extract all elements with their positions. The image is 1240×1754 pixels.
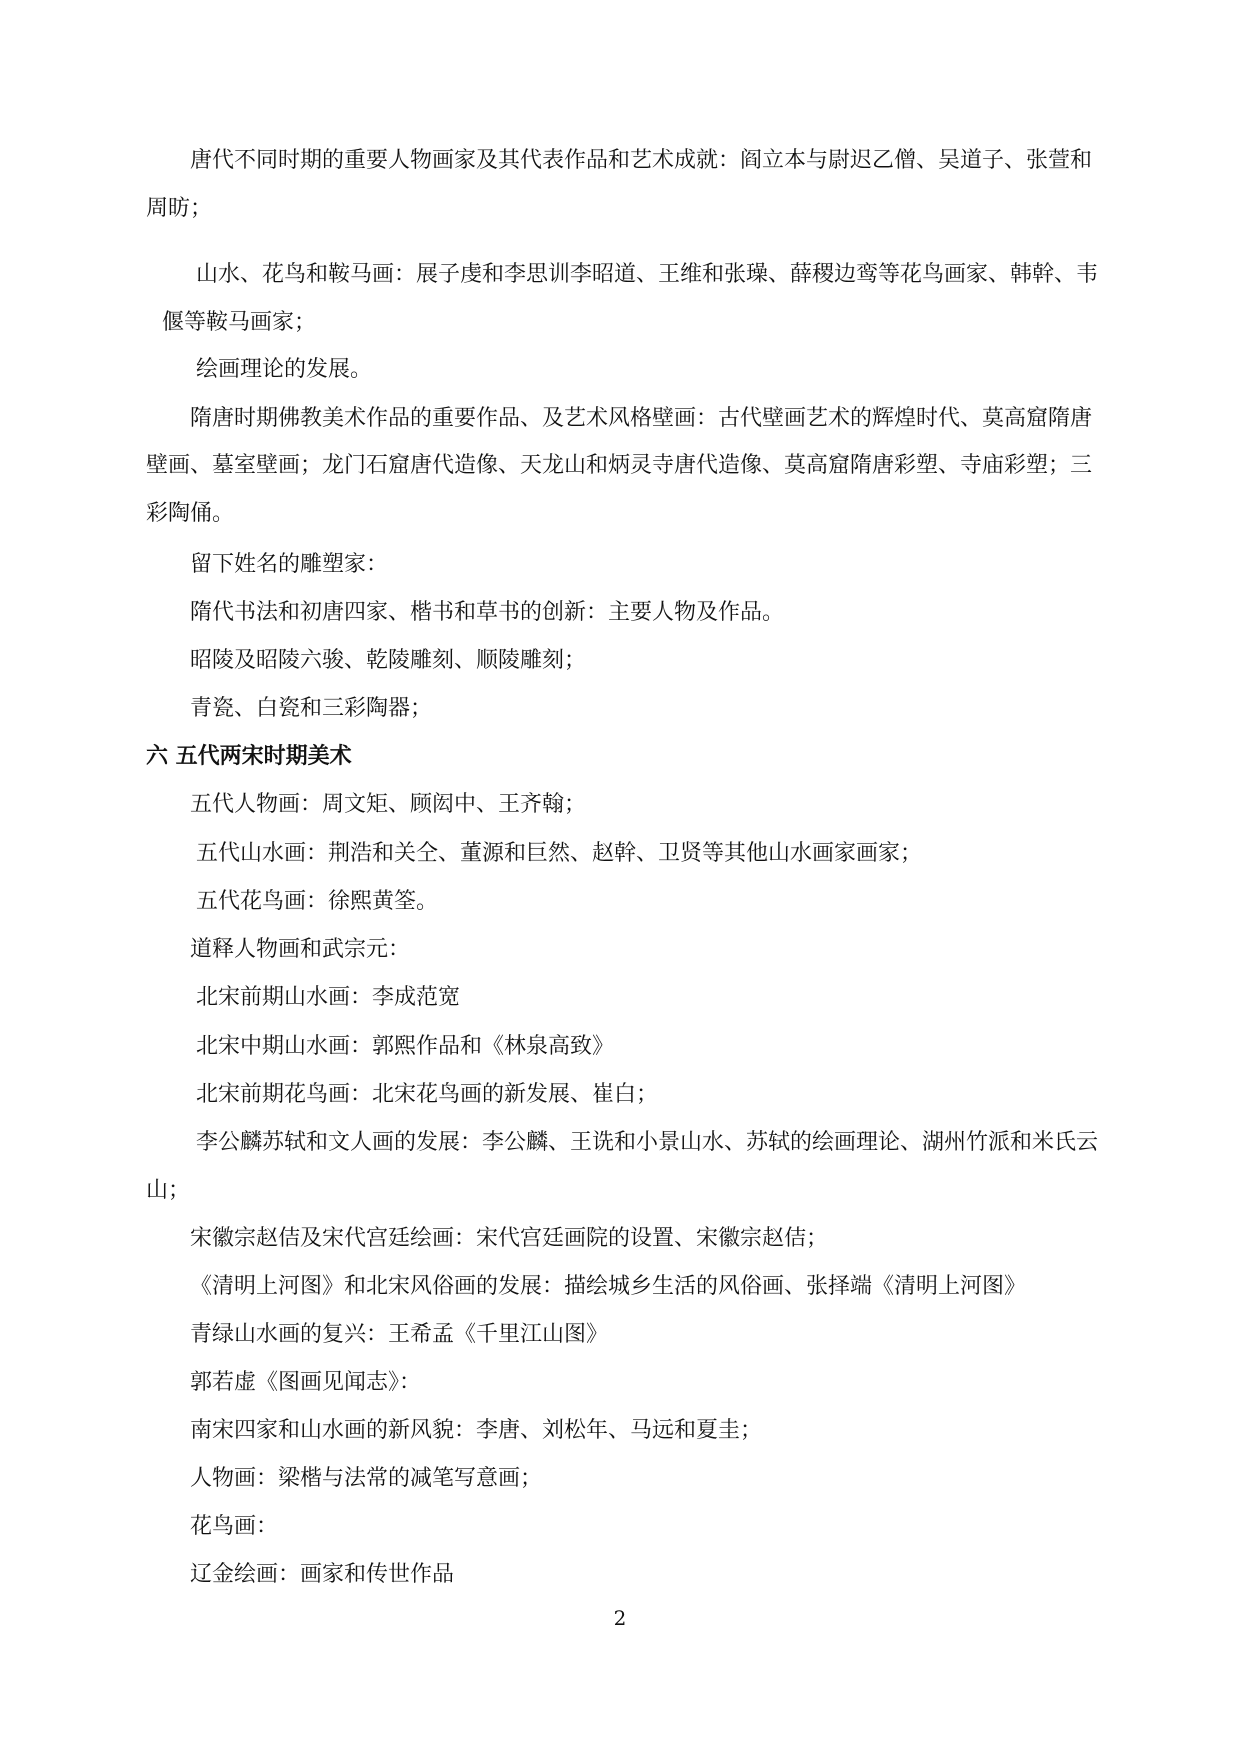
text-line: 绘画理论的发展。 (196, 357, 373, 382)
text-line: 青瓷、白瓷和三彩陶器； (190, 696, 433, 721)
text-line: 五代花鸟画：徐熙黄筌。 (196, 889, 439, 914)
page-number: 2 (613, 1606, 627, 1630)
text-line: 青绿山水画的复兴：王希孟《千里江山图》 (190, 1322, 609, 1347)
text-line: 隋唐时期佛教美术作品的重要作品、及艺术风格壁画：古代壁画艺术的辉煌时代、莫高窟隋唐 (190, 406, 1093, 431)
text-line: 南宋四家和山水画的新风貌：李唐、刘松年、马远和夏圭； (190, 1418, 763, 1443)
text-line: 李公麟苏轼和文人画的发展：李公麟、王诜和小景山水、苏轼的绘画理论、湖州竹派和米氏云 (196, 1130, 1099, 1155)
text-line: 北宋前期花鸟画：北宋花鸟画的新发展、崔白； (196, 1082, 659, 1107)
text-line: 偃等鞍马画家； (162, 310, 317, 335)
text-line: 道释人物画和武宗元： (190, 937, 411, 962)
text-line: 留下姓名的雕塑家： (190, 552, 389, 577)
text-line: 北宋前期山水画：李成范宽 (196, 985, 461, 1010)
text-line: 山； (146, 1178, 191, 1203)
text-line: 山水、花鸟和鞍马画：展子虔和李思训李昭道、王维和张璪、薛稷边鸾等花鸟画家、韩幹、韦 (196, 262, 1099, 287)
text-line: 唐代不同时期的重要人物画家及其代表作品和艺术成就：阎立本与尉迟乙僧、吴道子、张萱和 (190, 148, 1093, 173)
text-line: 辽金绘画：画家和传世作品 (190, 1562, 455, 1587)
text-line: 北宋中期山水画：郭熙作品和《林泉高致》 (196, 1034, 615, 1059)
text-line: 宋徽宗赵佶及宋代宫廷绘画：宋代宫廷画院的设置、宋徽宗赵佶； (190, 1226, 829, 1251)
text-line: 人物画：梁楷与法常的减笔写意画； (190, 1466, 543, 1491)
text-line: 周昉； (146, 196, 213, 221)
text-line: 五代人物画：周文矩、顾闳中、王齐翰； (190, 792, 587, 817)
text-line: 昭陵及昭陵六骏、乾陵雕刻、顺陵雕刻； (190, 648, 587, 673)
text-line: 壁画、墓室壁画；龙门石窟唐代造像、天龙山和炳灵寺唐代造像、莫高窟隋唐彩塑、寺庙彩塑；三 (146, 453, 1093, 478)
text-line: 彩陶俑。 (146, 501, 235, 526)
text-line: 郭若虚《图画见闻志》： (190, 1370, 422, 1395)
text-line: 五代山水画：荆浩和关仝、董源和巨然、赵幹、卫贤等其他山水画家画家； (196, 841, 923, 866)
text-line: 花鸟画： (190, 1514, 279, 1539)
text-line: 《清明上河图》和北宋风俗画的发展：描绘城乡生活的风俗画、张择端《清明上河图》 (190, 1274, 1027, 1299)
section-heading: 六 五代两宋时期美术 (146, 744, 352, 769)
text-line: 隋代书法和初唐四家、楷书和草书的创新：主要人物及作品。 (190, 600, 785, 625)
